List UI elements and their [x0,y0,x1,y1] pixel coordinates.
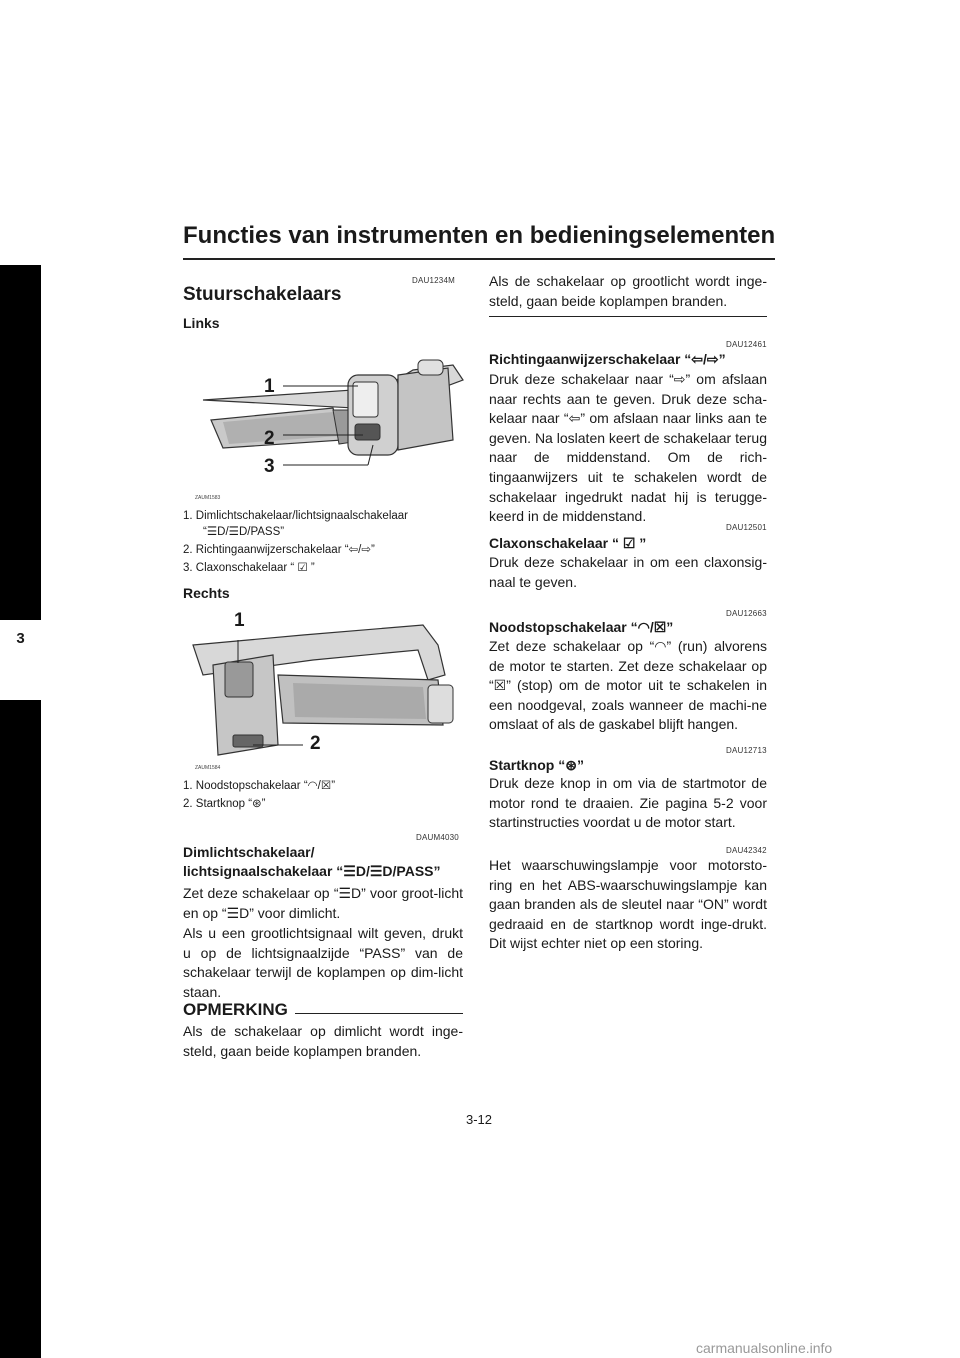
fig1-caption-1b: “☰D/☰D/PASS” [203,526,285,538]
ref-code: DAU12501 [726,523,767,532]
ref-code: DAU42342 [726,846,767,855]
note-text: Als de schakelaar op dimlicht wordt inge-steld, gaan beide koplampen branden. [183,1023,463,1059]
ref-code: DAU12461 [726,340,767,349]
fig2-caption-1: 1. Noodstopschakelaar “◠/☒” [183,780,336,792]
ref-code: DAU12713 [726,746,767,755]
chapter-number: 3 [16,630,25,647]
fig1-callout-1: 1 [264,376,275,397]
note-heading: OPMERKING [183,1000,288,1019]
fig1-callout-3: 3 [264,456,275,477]
start-body: Druk deze knop in om via de startmotor de motor rond te draaien. Zie pagina 5-2 voor startinstructies voordat u de motor start. [489,775,767,831]
fig2-callout-2: 2 [310,733,321,754]
fig1-caption-1: 1. Dimlichtschakelaar/lichtsignaalschakelaar [183,510,408,522]
ref-code: DAUM4030 [416,833,459,842]
watermark: carmanualsonline.info [696,1340,833,1356]
fig2-code: ZAUM1584 [195,765,221,771]
horn-heading: Claxonschakelaar “ ☑ ” [489,535,647,551]
chapter-side-tab [0,265,41,1358]
dim-heading-line1: Dimlichtschakelaar/ [183,844,315,860]
fig1-caption-3: 3. Claxonschakelaar “ ☑ ” [183,562,315,574]
fig1-code: ZAUM1583 [195,495,221,501]
ref-code: DAU12663 [726,609,767,618]
fig2-caption-2: 2. Startknop “⊛” [183,798,266,810]
left-handlebar-figure [183,340,468,500]
fig1-callout-2: 2 [264,428,275,449]
note-end-rule [489,316,767,317]
page-number: 3-12 [466,1112,493,1127]
section-title: Stuurschakelaars [183,284,342,305]
subsection-rechts: Rechts [183,585,230,601]
fig2-callout-1: 1 [234,610,245,631]
turn-heading: Richtingaanwijzerschakelaar “⇦/⇨” [489,351,726,367]
header-rule [183,258,775,260]
dim-body-2: Als u een grootlichtsignaal wilt geven, drukt u op de lichtsignaalzijde “PASS” van de schakelaar terwijl de koplampen op dim-licht staan. [183,925,463,1000]
subsection-links: Links [183,315,220,331]
fig1-caption-2: 2. Richtingaanwijzerschakelaar “⇦/⇨” [183,544,375,556]
turn-body: Druk deze schakelaar naar “⇨” om afslaan naar rechts aan te geven. Druk deze scha-kelaar naar “⇦” om afslaan naar links aan te geven. Na loslaten keert de schakelaar terug naar de middenstand. Om de rich-tingaanwijzers uit te schakelen wordt de schakelaar ingedrukt nadat hij is terugge-keerd in de middenstand. [489,371,767,525]
right-handlebar-figure [183,605,468,765]
stop-heading: Noodstopschakelaar “◠/☒” [489,619,674,635]
ref-code: DAU1234M [412,276,455,285]
horn-body: Druk deze schakelaar in om een claxonsig-naal te geven. [489,554,767,590]
note-heading-rule [295,1013,463,1014]
warning-body: Het waarschuwingslampje voor motorsto-ring en het ABS-waarschuwingslampje kan gaan branden als de sleutel naar “ON” wordt gedraaid en de startknop wordt inge-drukt. Dit wijst echter niet op een storing. [489,857,767,952]
dim-body: Zet deze schakelaar op “☰D” voor groot-licht en op “☰D” voor dimlicht. [183,885,463,921]
stop-body: Zet deze schakelaar op “◠” (run) alvorens de motor te starten. Zet deze schakelaar op “☒” (stop) om de motor uit te schakelen in een noodgeval, zoals wanneer de machi-ne omslaat of als de gaskabel blijft hangen. [489,638,767,733]
dim-heading-line2: lichtsignaalschakelaar “☰D/☰D/PASS” [183,863,441,879]
page-header-title: Functies van instrumenten en bedieningselementen [183,222,776,249]
start-heading: Startknop “⊛” [489,757,584,773]
high-beam-note: Als de schakelaar op grootlicht wordt inge-steld, gaan beide koplampen branden. [489,273,767,309]
